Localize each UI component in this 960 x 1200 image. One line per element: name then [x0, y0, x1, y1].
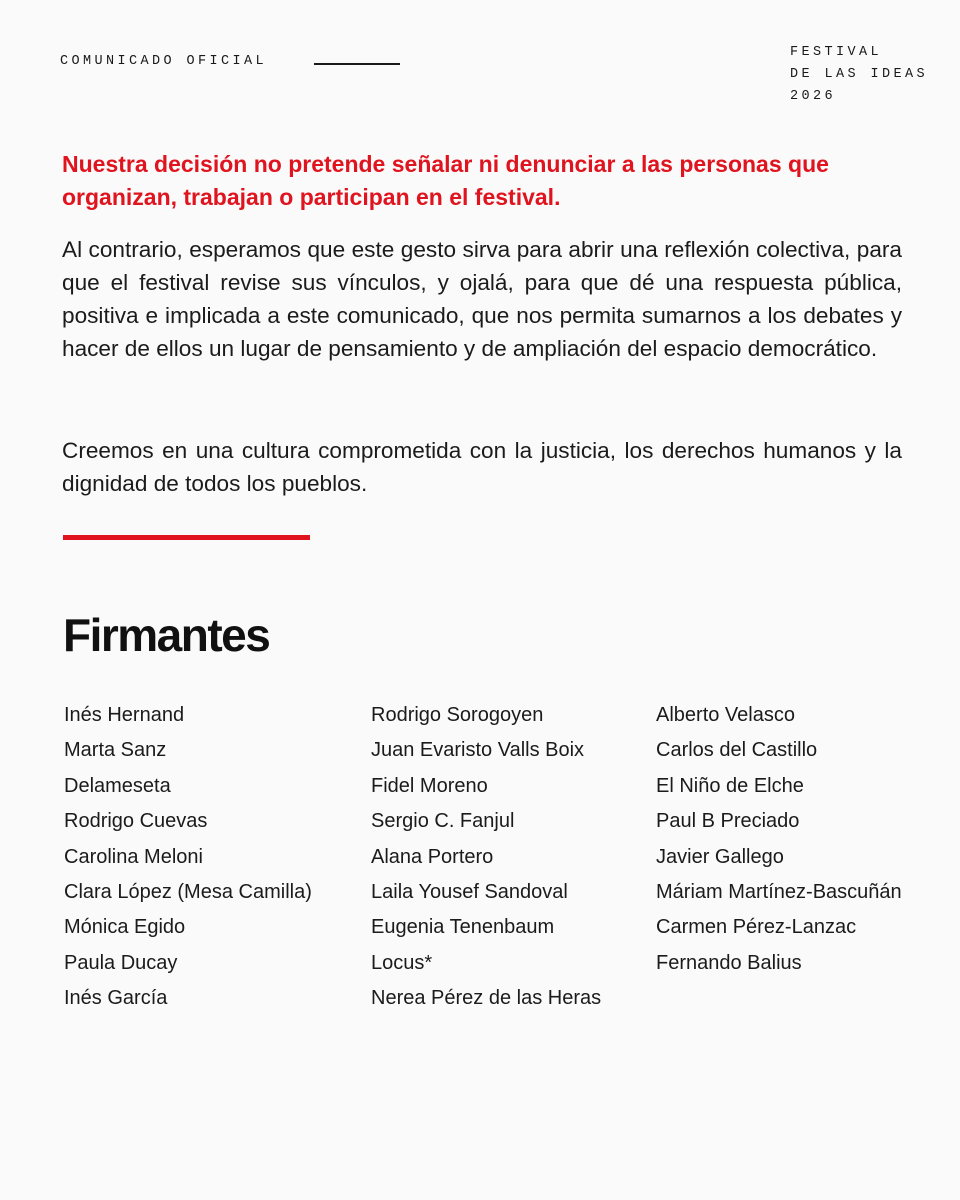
signers-heading: Firmantes: [63, 609, 270, 661]
signers-column: [656, 698, 902, 981]
signer-name: Carmen Pérez-Lanzac: [656, 916, 857, 939]
signer-name: Juan Evaristo Valls Boix: [371, 739, 585, 762]
header-divider: [314, 63, 400, 65]
signer-name: Fernando Balius: [656, 951, 802, 974]
signer-name: Carolina Meloni: [64, 845, 203, 868]
signer-name: Nerea Pérez de las Heras: [371, 987, 602, 1010]
lead-statement: Nuestra decisión no pretende señalar ni denunciar a las personas que organizan, trabajan o participan en el festival.: [62, 151, 829, 210]
signer-name: Rodrigo Cuevas: [64, 810, 208, 833]
signer-name: Sergio C. Fanjul: [371, 810, 515, 833]
signer-name: Inés García: [64, 987, 168, 1010]
signer-name: Máriam Martínez-Bascuñán: [656, 880, 902, 903]
signer-name: Alana Portero: [371, 845, 494, 868]
signer-name: Inés Hernand: [64, 704, 185, 726]
festival-wordmark: [790, 42, 928, 108]
signers-column: [64, 698, 312, 1017]
signer-name: Javier Gallego: [656, 845, 784, 868]
festival-line: FESTIVAL: [790, 45, 883, 60]
statement-paragraph: Creemos en una cultura comprometida con la justicia, los derechos humanos y la dignidad de todos los pueblos.: [62, 438, 902, 496]
signer-name: Paula Ducay: [64, 951, 178, 974]
signer-name: Locus*: [371, 951, 433, 974]
document-label: COMUNICADO OFICIAL: [60, 54, 268, 69]
festival-line: DE LAS IDEAS: [790, 67, 929, 82]
signer-name: Carlos del Castillo: [656, 739, 818, 762]
signer-name: Rodrigo Sorogoyen: [371, 704, 544, 726]
signer-name: Eugenia Tenenbaum: [371, 916, 555, 939]
signer-name: El Niño de Elche: [656, 774, 804, 797]
signer-name: Alberto Velasco: [656, 704, 795, 726]
signer-name: Mónica Egido: [64, 916, 186, 939]
festival-line: 2026: [790, 89, 837, 104]
signer-name: Delameseta: [64, 774, 171, 797]
signer-name: Marta Sanz: [64, 739, 167, 762]
signers-column: [371, 698, 601, 1017]
statement-paragraph: Al contrario, esperamos que este gesto sirva para abrir una reflexión colectiva, para que el festival revise sus vínculos, y ojalá, para que dé una respuesta pública, positiva e implicada a este comunicado, que nos permita sumarnos a los debates y hacer de ellos un lugar de pensamiento y de ampliación del espacio democrático.: [62, 237, 902, 361]
signer-name: Fidel Moreno: [371, 774, 488, 797]
signer-name: Clara López (Mesa Camilla): [64, 880, 312, 903]
signer-name: Paul B Preciado: [656, 810, 800, 833]
signer-name: Laila Yousef Sandoval: [371, 880, 568, 903]
accent-divider: [63, 535, 310, 540]
